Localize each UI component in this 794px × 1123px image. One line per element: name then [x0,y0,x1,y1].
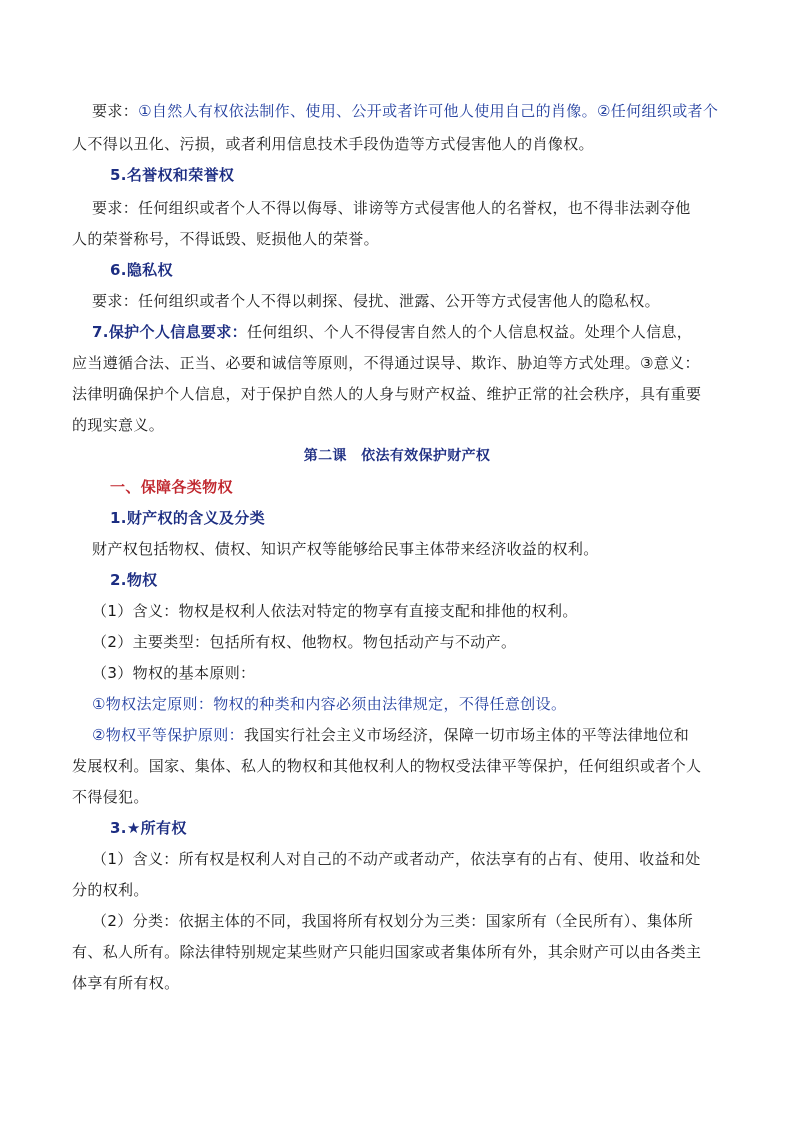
portrait-requirement-highlight: ①自然人有权依法制作、使用、公开或者许可他人使用自己的肖像。②任何组织或者个 [138,102,719,120]
heading-ownership: 3.★所有权 [110,819,187,837]
property-right-definition: 财产权包括物权、债权、知识产权等能够给民事主体带来经济收益的权利。 [92,540,599,558]
ownership-meaning-line-2: 分的权利。 [72,881,149,899]
privacy-requirement-line: 要求：任何组织或者个人不得以刺探、侵扰、泄露、公开等方式侵害他人的隐私权。 [92,292,660,310]
principle-equal-protection-line-3: 不得侵犯。 [72,788,149,806]
ownership-classification-line-2: 有、私人所有。除法律特别规定某些财产只能归国家或者集体所有外，其余财产可以由各类主 [72,943,702,961]
requirement-label: 要求： [92,102,139,120]
ownership-classification-line-1: （2）分类：依据主体的不同，我国将所有权划分为三类：国家所有（全民所有）、集体所 [92,912,694,930]
lesson-title: 第二课 依法有效保护财产权 [303,448,491,464]
heading-real-right: 2.物权 [110,571,158,589]
heading-part-one: 一、保障各类物权 [110,478,233,496]
personal-info-line-1 [92,321,742,343]
principle-equal-protection-line-1 [92,724,742,746]
principle-statutory: ①物权法定原则：物权的种类和内容必须由法律规定，不得任意创设。 [92,695,567,713]
personal-info-text: 任何组织、个人不得侵害自然人的个人信息权益。处理个人信息， [247,323,693,341]
heading-property-right-meaning: 1.财产权的含义及分类 [110,509,265,527]
personal-info-line-4: 的现实意义。 [72,416,165,434]
real-right-principles: （3）物权的基本原则： [92,664,256,682]
portrait-requirement-line-1 [92,100,742,122]
personal-info-line-3: 法律明确保护个人信息，对于保护自然人的人身与财产权益、维护正常的社会秩序，具有重要 [72,385,702,403]
real-right-meaning: （1）含义：物权是权利人依法对特定的物享有直接支配和排他的权利。 [92,602,578,620]
reputation-requirement-line-2: 人的荣誉称号，不得诋毁、贬损他人的荣誉。 [72,230,380,248]
principle-equal-protection-label: ②物权平等保护原则： [92,726,244,744]
principle-equal-protection-text: 我国实行社会主义市场经济，保障一切市场主体的平等法律地位和 [243,726,690,744]
heading-reputation-honor: 5.名誉权和荣誉权 [110,166,235,184]
heading-privacy: 6.隐私权 [110,261,173,279]
personal-info-line-2: 应当遵循合法、正当、必要和诚信等原则，不得通过误导、欺诈、胁迫等方式处理。③意义： [72,354,700,372]
heading-personal-info: 7.保护个人信息要求： [92,323,247,341]
reputation-requirement-line-1: 要求：任何组织或者个人不得以侮辱、诽谤等方式侵害他人的名誉权，也不得非法剥夺他 [92,199,691,217]
ownership-classification-line-3: 体享有所有权。 [72,974,180,992]
ownership-meaning-line-1: （1）含义：所有权是权利人对自己的不动产或者动产，依法享有的占有、使用、收益和处 [92,850,701,868]
principle-equal-protection-line-2: 发展权利。国家、集体、私人的物权和其他权利人的物权受法律平等保护，任何组织或者个人 [72,757,702,775]
portrait-requirement-line-2: 人不得以丑化、污损，或者利用信息技术手段伪造等方式侵害他人的肖像权。 [72,135,594,153]
real-right-types: （2）主要类型：包括所有权、他物权。物包括动产与不动产。 [92,633,517,651]
